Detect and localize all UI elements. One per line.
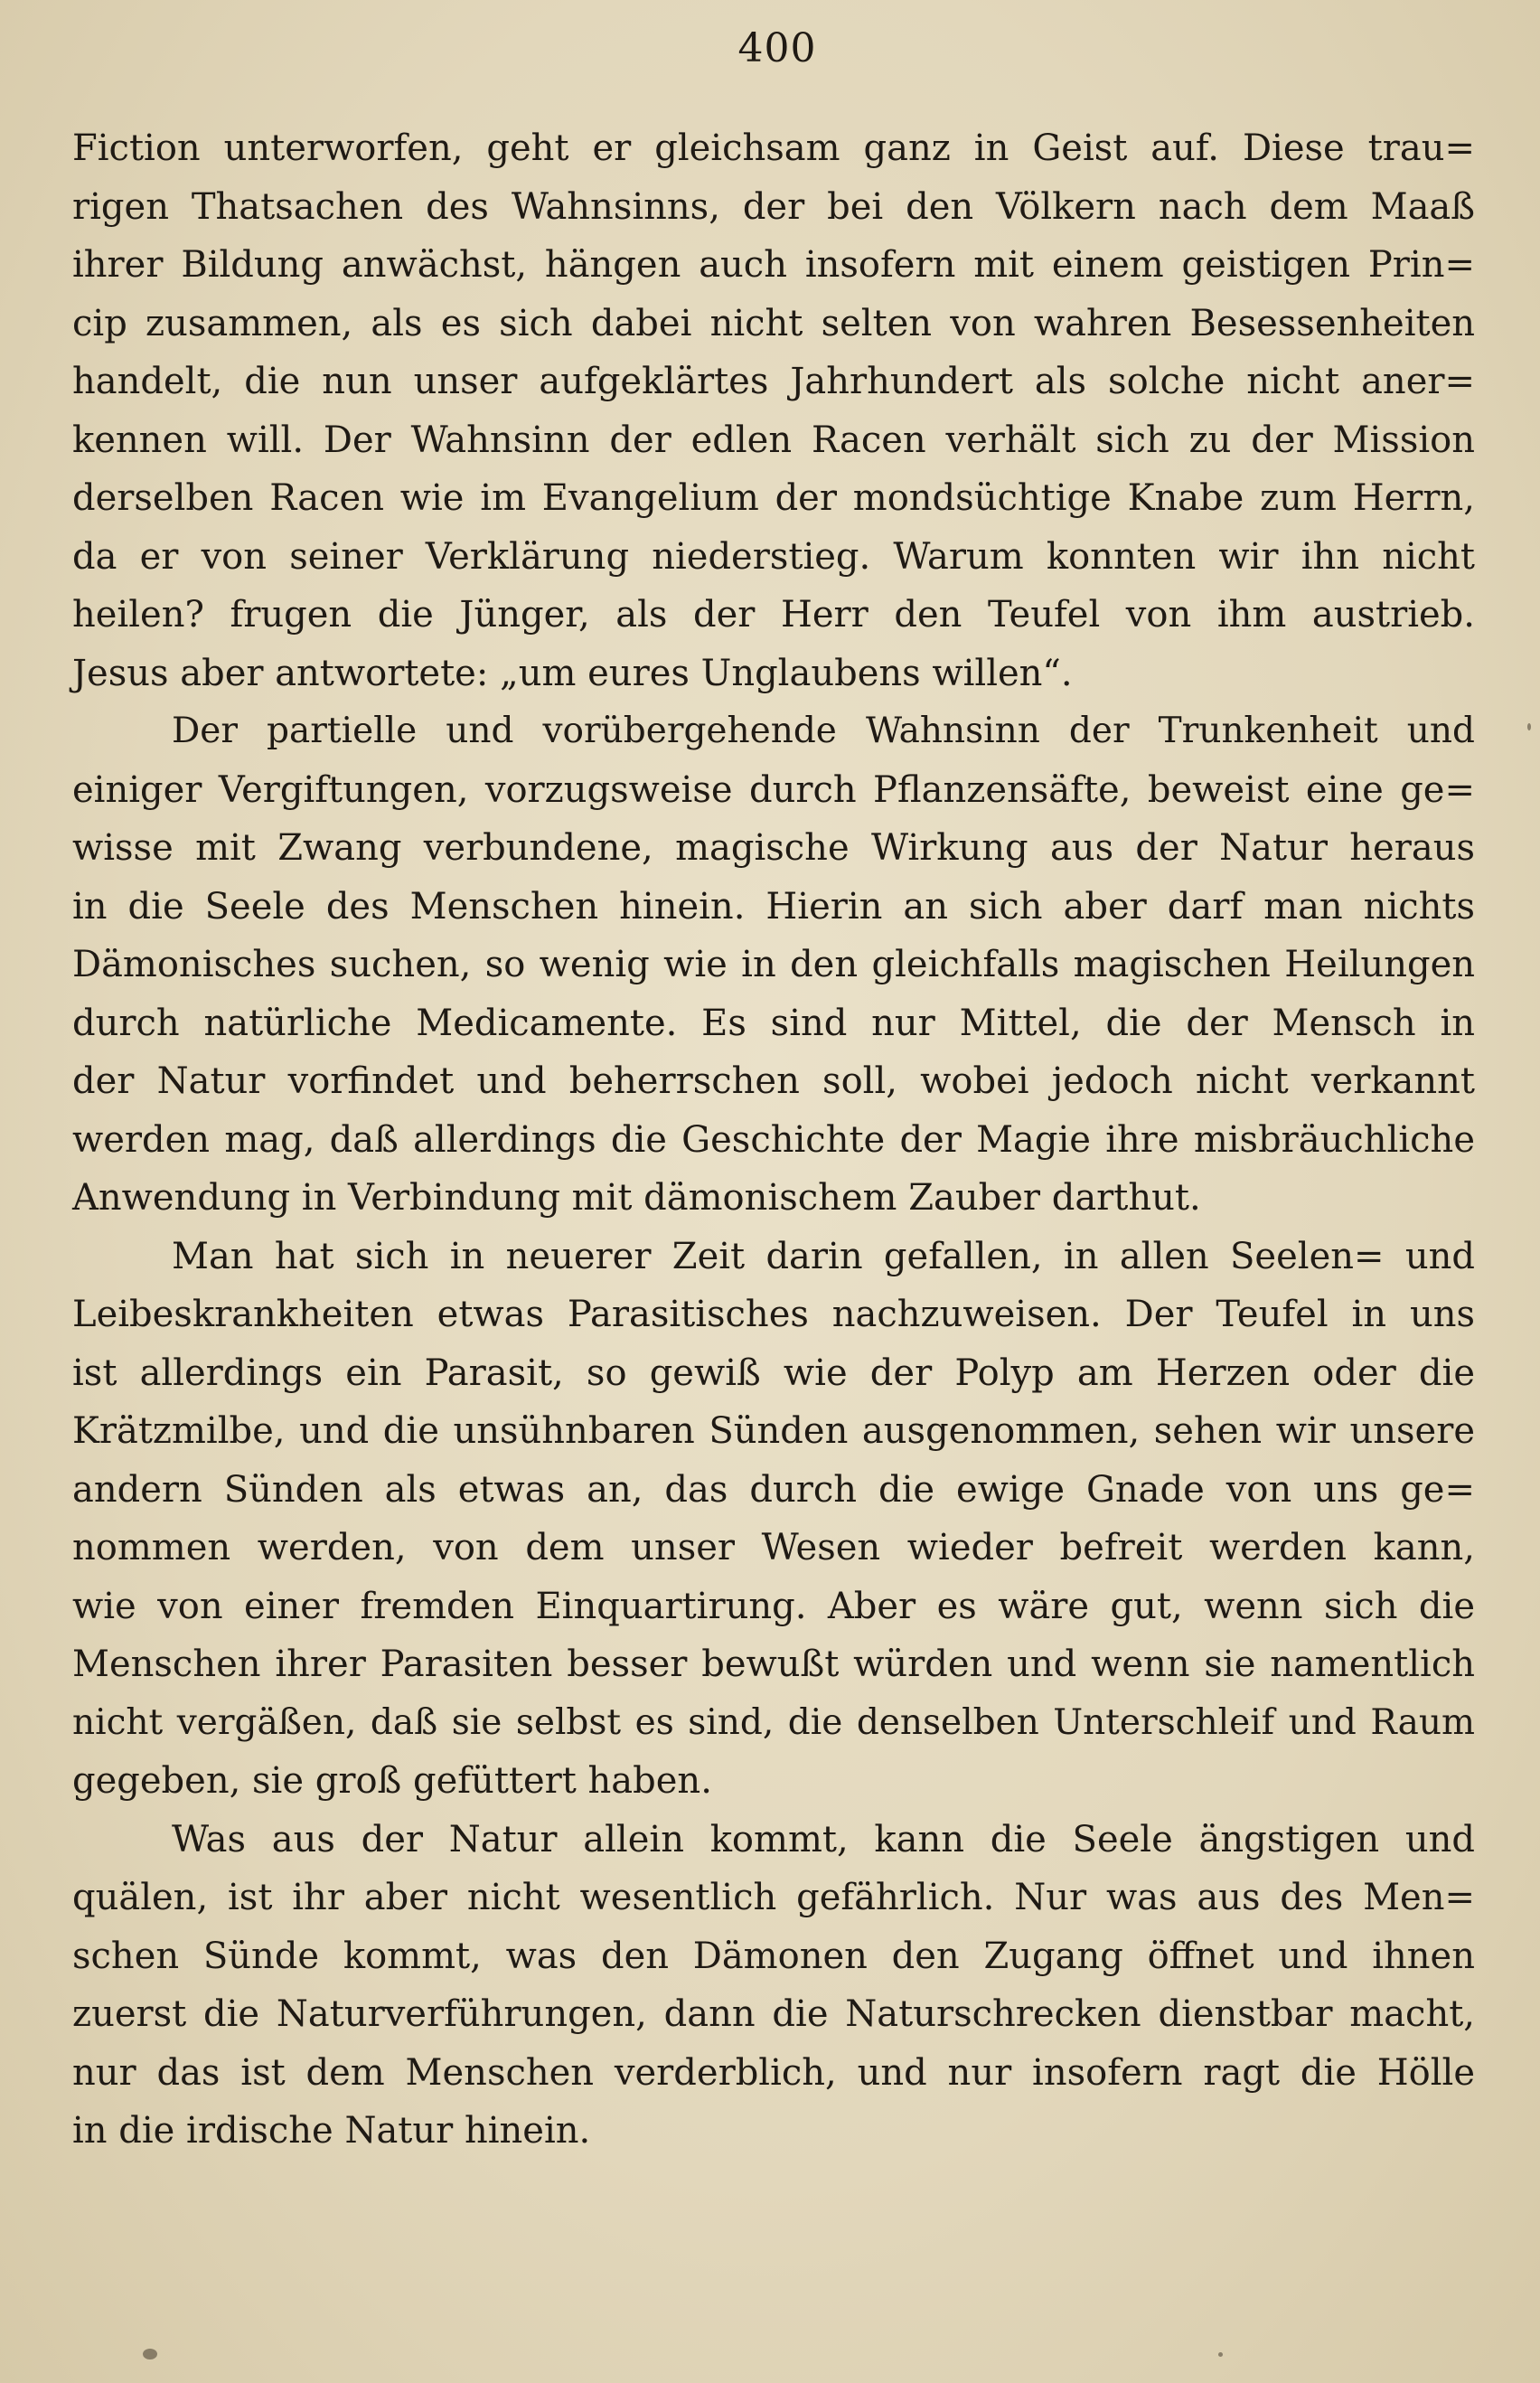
page-number: 400 xyxy=(737,25,817,71)
text-line: Fiction unterworfen, geht er gleichsam ganz in Geist auf. Diese trau= xyxy=(72,127,1475,169)
text-line: da er von seiner Verklärung niederstieg. Warum konnten wir ihn nicht xyxy=(72,535,1475,578)
text-line: in die Seele des Menschen hinein. Hierin an sich aber darf man nichts xyxy=(72,885,1475,928)
body-text xyxy=(72,119,1475,2161)
text-line: in die irdische Natur hinein. xyxy=(72,2110,591,2152)
text-line: Jesus aber antwortete: „um eures Unglaubens willen“. xyxy=(72,652,1073,694)
text-line: Krätzmilbe, und die unsühnbaren Sünden ausgenommen, sehen wir unsere xyxy=(72,1410,1475,1452)
text-line: durch natürliche Medicamente. Es sind nur Mittel, die der Mensch in xyxy=(72,1002,1475,1044)
text-line: Man hat sich in neuerer Zeit darin gefallen, in allen Seelen= und xyxy=(172,1235,1475,1277)
text-line: werden mag, daß allerdings die Geschichte der Magie ihre misbräuchliche xyxy=(72,1118,1475,1161)
paragraph-1 xyxy=(72,119,1475,702)
text-line: nommen werden, von dem unser Wesen wieder befreit werden kann, xyxy=(72,1527,1475,1568)
text-line: ist allerdings ein Parasit, so gewiß wie der Polyp am Herzen oder die xyxy=(72,1352,1475,1394)
text-line: zuerst die Naturverführungen, dann die Naturschrecken dienstbar macht, xyxy=(72,1993,1475,2035)
text-line: handelt, die nun unser aufgeklärtes Jahrhundert als solche nicht aner= xyxy=(72,361,1475,402)
text-line: Dämonisches suchen, so wenig wie in den gleichfalls magischen Heilungen xyxy=(72,944,1475,985)
text-line: nur das ist dem Menschen verderblich, und nur insofern ragt die Hölle xyxy=(72,2051,1475,2094)
paper-speck xyxy=(1527,723,1531,730)
text-line: wisse mit Zwang verbundene, magische Wirkung aus der Natur heraus xyxy=(72,827,1475,869)
text-line: Anwendung in Verbindung mit dämonischem Zauber darthut. xyxy=(72,1177,1201,1219)
text-line: einiger Vergiftungen, vorzugsweise durch Pflanzensäfte, beweist eine ge= xyxy=(72,768,1475,811)
text-line: Der partielle und vorübergehende Wahnsinn der Trunkenheit und xyxy=(172,711,1475,751)
text-line: der Natur vorfindet und beherrschen soll, wobei jedoch nicht verkannt xyxy=(72,1060,1475,1102)
paragraph-3 xyxy=(72,1228,1475,1811)
text-line: wie von einer fremden Einquartirung. Aber es wäre gut, wenn sich die xyxy=(72,1585,1475,1627)
text-line: derselben Racen wie im Evangelium der mondsüchtige Knabe zum Herrn, xyxy=(72,477,1475,519)
paragraph-4 xyxy=(72,1811,1475,2161)
text-line: kennen will. Der Wahnsinn der edlen Racen verhält sich zu der Mission xyxy=(72,419,1475,461)
text-line: rigen Thatsachen des Wahnsinns, der bei den Völkern nach dem Maaß xyxy=(72,185,1475,228)
paragraph-2 xyxy=(72,702,1475,1228)
text-line: schen Sünde kommt, was den Dämonen den Zugang öffnet und ihnen xyxy=(72,1935,1475,1977)
text-line: Menschen ihrer Parasiten besser bewußt würden und wenn sie namentlich xyxy=(72,1644,1475,1685)
text-line: andern Sünden als etwas an, das durch die ewige Gnade von uns ge= xyxy=(72,1468,1475,1511)
paper-speck xyxy=(1218,2352,1223,2357)
paper-speck xyxy=(143,2349,157,2359)
text-line: heilen? frugen die Jünger, als der Herr den Teufel von ihm austrieb. xyxy=(72,594,1475,636)
text-line: nicht vergäßen, daß sie selbst es sind, die denselben Unterschleif und Raum xyxy=(72,1701,1475,1743)
text-line: cip zusammen, als es sich dabei nicht selten von wahren Besessenheiten xyxy=(72,302,1475,344)
text-line: quälen, ist ihr aber nicht wesentlich gefährlich. Nur was aus des Men= xyxy=(72,1877,1475,1918)
text-line: gegeben, sie groß gefüttert haben. xyxy=(72,1760,712,1802)
text-line: ihrer Bildung anwächst, hängen auch insofern mit einem geistigen Prin= xyxy=(72,244,1475,286)
text-line: Leibeskrankheiten etwas Parasitisches nachzuweisen. Der Teufel in uns xyxy=(72,1294,1475,1335)
text-line: Was aus der Natur allein kommt, kann die Seele ängstigen und xyxy=(172,1818,1475,1860)
